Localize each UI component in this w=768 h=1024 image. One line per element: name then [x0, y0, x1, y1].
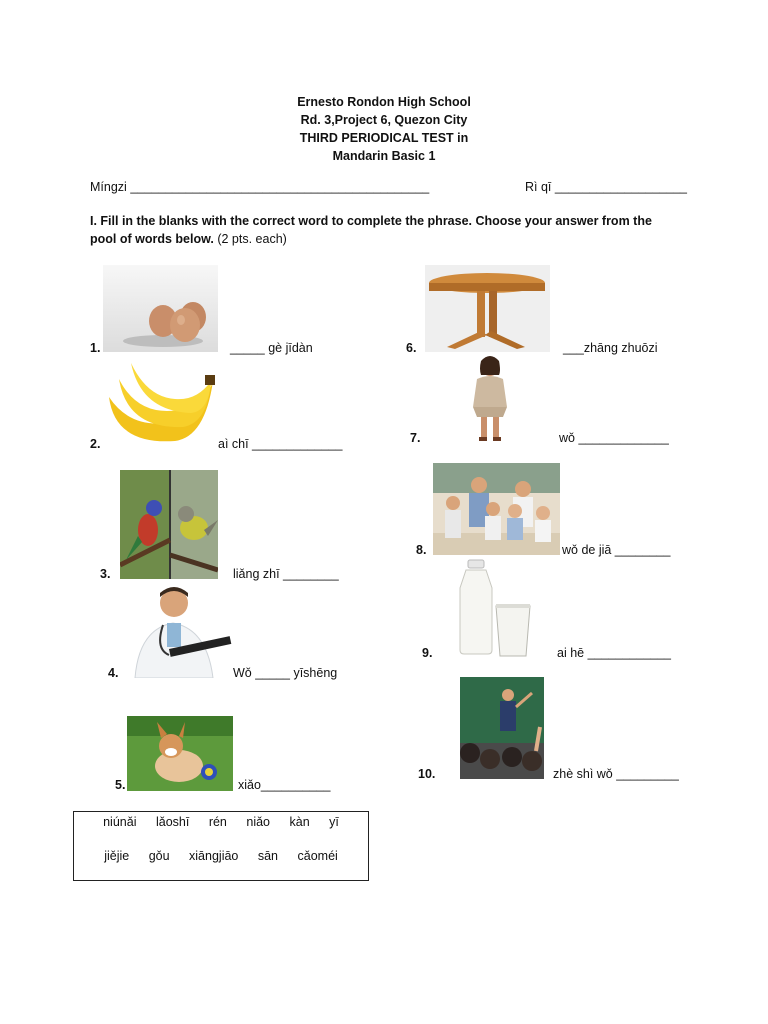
pool-word[interactable]: niǎo	[246, 815, 271, 829]
item-phrase[interactable]: ___zhāng zhuōzi	[563, 341, 658, 355]
classroom-photo	[460, 677, 544, 779]
document-header	[0, 93, 768, 165]
pool-word[interactable]: niúnǎi	[103, 815, 137, 829]
school-address: Rd. 3,Project 6, Quezon City	[300, 113, 468, 127]
item-phrase[interactable]: zhè shì wǒ _________	[553, 767, 679, 781]
item-number: 9.	[422, 646, 433, 660]
item-phrase[interactable]: Wǒ _____ yīshēng	[233, 666, 338, 680]
pool-word[interactable]: kàn	[289, 815, 310, 829]
subject-title: Mandarin Basic 1	[332, 149, 436, 163]
puppy-photo	[127, 716, 233, 791]
item-phrase[interactable]: xiǎo__________	[238, 778, 331, 792]
date-field[interactable]	[525, 180, 687, 194]
item-number: 6.	[406, 341, 417, 355]
instructions	[90, 212, 680, 248]
word-pool-row	[74, 815, 368, 829]
pool-word[interactable]: sān	[257, 849, 279, 863]
family-photo	[433, 463, 560, 555]
pool-word[interactable]: xiāngjiāo	[189, 849, 239, 863]
bananas-photo	[105, 357, 216, 448]
woman-photo	[455, 355, 525, 442]
item-phrase[interactable]: wǒ _____________	[559, 431, 669, 445]
pool-word[interactable]: rén	[208, 815, 227, 829]
pool-word[interactable]: lǎoshī	[155, 815, 190, 829]
item-number: 10.	[418, 767, 436, 781]
item-phrase[interactable]: wǒ de jiā ________	[562, 543, 671, 557]
item-phrase[interactable]: _____ gè jīdàn	[230, 341, 313, 355]
instructions-text: I. Fill in the blanks with the correct word to complete the phrase. Choose your answer from the pool of words below.	[90, 214, 652, 246]
milk-photo	[458, 558, 533, 658]
word-pool-row	[74, 849, 368, 863]
pool-word[interactable]: yī	[329, 815, 339, 829]
name-field[interactable]	[90, 180, 429, 194]
table-photo	[425, 265, 550, 352]
birds-photo	[120, 470, 218, 579]
word-pool-box	[73, 811, 369, 881]
item-phrase[interactable]: aì chī _____________	[218, 437, 343, 451]
eggs-photo	[103, 265, 218, 352]
pool-word[interactable]: jiějie	[104, 849, 130, 863]
name-blank[interactable]: ___________________________________________	[130, 180, 430, 194]
date-blank[interactable]: ___________________	[554, 180, 687, 194]
name-label: Míngzi	[90, 180, 127, 194]
instructions-points: (2 pts. each)	[217, 232, 287, 246]
item-number: 7.	[410, 431, 421, 445]
item-number: 8.	[416, 543, 427, 557]
item-number: 1.	[90, 341, 101, 355]
date-label: Rì qī	[525, 180, 552, 194]
school-name: Ernesto Rondon High School	[297, 95, 471, 109]
pool-word[interactable]: gǒu	[148, 849, 170, 863]
item-number: 2.	[90, 437, 101, 451]
item-number: 4.	[108, 666, 119, 680]
item-phrase[interactable]: ai hē ____________	[557, 646, 672, 660]
test-title: THIRD PERIODICAL TEST in	[299, 131, 469, 145]
item-number: 3.	[100, 567, 111, 581]
pool-word[interactable]: cǎoméi	[297, 849, 338, 863]
item-number: 5.	[115, 778, 126, 792]
doctor-photo	[125, 585, 235, 678]
item-phrase[interactable]: liǎng zhī ________	[233, 567, 339, 581]
